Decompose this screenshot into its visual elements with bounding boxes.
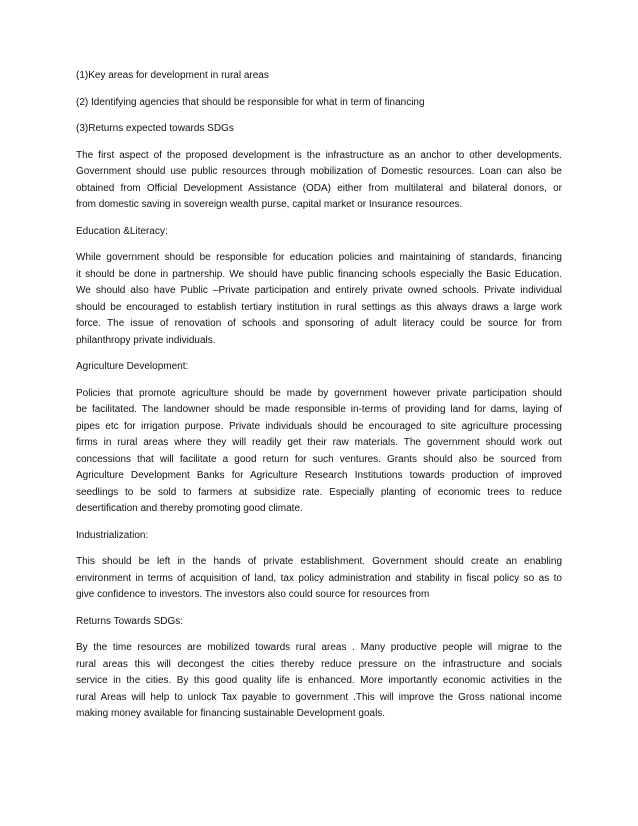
paragraph-line: Policies that promote agriculture should be made by government however private participation should xyxy=(76,387,562,399)
paragraph-line: firms in rural areas where they will readily get their raw materials. The government should work out xyxy=(76,437,562,448)
paragraph-line: Agriculture Development Banks for Agriculture Research Institutions towards production of improved xyxy=(76,470,562,481)
returns-paragraph xyxy=(76,640,562,723)
paragraph-line: environment in terms of acquisition of land, tax policy administration and stability in fiscal policy so as to xyxy=(76,572,562,584)
section-heading-education: Education &Literacy: xyxy=(76,225,168,237)
paragraph-line: rural areas this will decongest the cities thereby reduce pressure on the infrastructure and socials xyxy=(76,658,562,670)
paragraph-line: it should be done in partnership. We should have public financing schools especially the Basic Education. xyxy=(76,268,562,280)
paragraph-line: The first aspect of the proposed development is the infrastructure as an anchor to other developments. xyxy=(76,149,562,161)
paragraph-line: making money available for financing sustainable Development goals. xyxy=(76,708,386,719)
paragraph-line: pipes etc for irrigation purpose. Private individuals should be encouraged to site agriculture processing xyxy=(76,420,562,432)
list-item-key-areas: (1)Key areas for development in rural areas xyxy=(76,70,269,81)
paragraph-line: be facilitated. The landowner should be made responsible in-terms of providing land for dams, laying of xyxy=(76,404,562,415)
paragraph-line: philanthropy private individuals. xyxy=(76,334,216,346)
paragraph-line: concessions that will facilitate a good return for such ventures. Grants should also be sourced from xyxy=(76,453,562,465)
paragraph-line: service in the cities. By this good quality life is enhanced. More importantly economic activities in the xyxy=(76,675,562,686)
intro-paragraph xyxy=(76,148,562,214)
paragraph-line: Government should use public resources through mobilization of Domestic resources. Loan can also be xyxy=(76,166,562,177)
paragraph-line: While government should be responsible for education policies and maintaining of standards, financing xyxy=(76,252,562,263)
paragraph-line: give confidence to investors. The investors also could source for resources from xyxy=(76,589,430,600)
document-page xyxy=(76,68,562,733)
paragraph-line: from domestic saving in sovereign wealth purse, capital market or Insurance resources. xyxy=(76,199,463,210)
paragraph-line: This should be left in the hands of private establishment. Government should create an enabling xyxy=(76,556,562,567)
list-item-identifying-agencies: (2) Identifying agencies that should be responsible for what in term of financing xyxy=(76,96,425,108)
paragraph-line: By the time resources are mobilized towards rural areas . Many productive people will migrae to the xyxy=(76,642,562,653)
section-heading-returns: Returns Towards SDGs: xyxy=(76,615,184,627)
industrialization-paragraph xyxy=(76,554,562,604)
paragraph-line: We should also have Public –Private participation and entirely private owned schools. Private individual xyxy=(76,285,562,296)
paragraph-line: seedlings to be sold to farmers at subsidize rate. Especially planting of economic trees to reduce xyxy=(76,486,562,498)
paragraph-line: obtained from Official Development Assistance (ODA) either from multilateral and bilateral donors, or xyxy=(76,182,562,194)
section-heading-industrialization: Industrialization: xyxy=(76,529,149,541)
agriculture-paragraph xyxy=(76,386,562,518)
paragraph-line: should be encouraged to establish tertiary institution in rural settings as this always draws a large work xyxy=(76,301,562,313)
paragraph-line: force. The issue of renovation of schools and sponsoring of adult literacy could be source for from xyxy=(76,318,562,329)
paragraph-line: desertification and thereby promoting good climate. xyxy=(76,503,303,514)
section-heading-agriculture: Agriculture Development: xyxy=(76,361,189,372)
paragraph-line: rural Areas will help to unlock Tax payable to government .This will improve the Gross national income xyxy=(76,691,562,703)
list-item-returns-expected: (3)Returns expected towards SDGs xyxy=(76,123,234,134)
education-paragraph xyxy=(76,250,562,349)
